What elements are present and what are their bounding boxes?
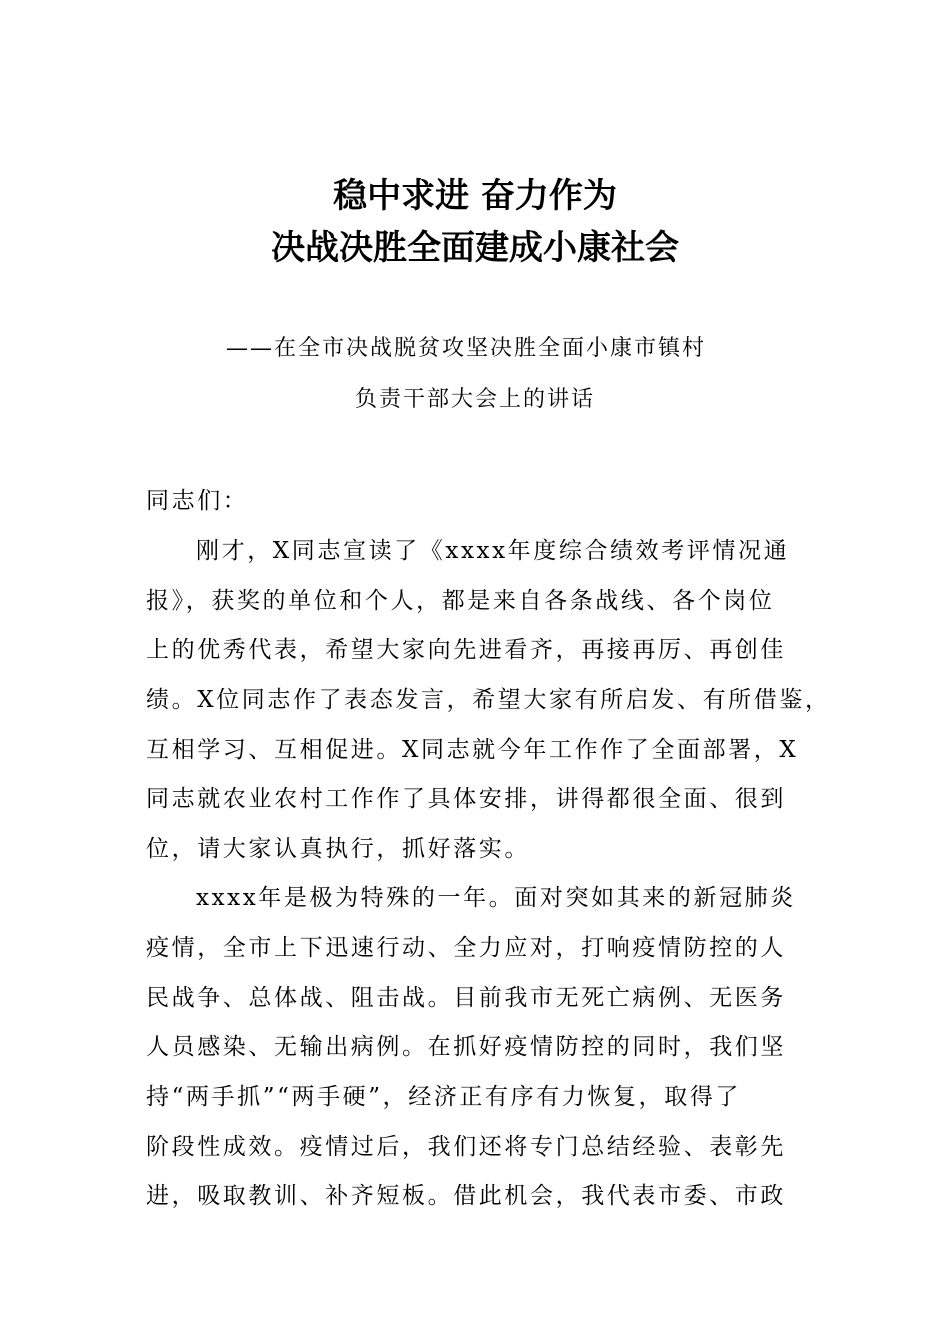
paragraph-1-line: 位，请大家认真执行，抓好落实。 [146,836,530,862]
paragraph-1-line: 绩。X位同志作了表态发言，希望大家有所启发、有所借鉴， [146,687,831,713]
paragraph-2-line: xxxx年是极为特殊的一年。面对突如其来的新冠肺炎 [196,885,796,911]
paragraph-2-line: 民战争、总体战、阻击战。目前我市无死亡病例、无医务 [146,985,786,1011]
paragraph-1-line: 互相学习、互相促进。X同志就今年工作作了全面部署，X [146,737,799,763]
paragraph-2-line: 人员感染、无输出病例。在抓好疫情防控的同时，我们坚 [146,1034,786,1060]
subtitle-line-2: 负责干部大会上的讲话 [354,387,595,412]
paragraph-2-line: 阶段性成效。疫情过后，我们还将专门总结经验、表彰先 [146,1134,786,1160]
paragraph-1-line: 上的优秀代表，希望大家向先进看齐，再接再厉、再创佳 [146,637,786,663]
subtitle-line-1: ——在全市决战脱贫攻坚决胜全面小康市镇村 [226,336,707,361]
paragraph-2-line: 持“两手抓”“两手硬”，经济正有序有力恢复，取得了 [146,1084,742,1110]
paragraph-1-line: 同志就农业农村工作作了具体安排，讲得都很全面、很到 [146,786,786,812]
salutation: 同志们： [146,488,249,514]
paragraph-2-line: 疫情，全市上下迅速行动、全力应对，打响疫情防控的人 [146,935,786,961]
paragraph-2-line: 进，吸取教训、补齐短板。借此机会，我代表市委、市政 [146,1183,786,1209]
paragraph-1-line: 报》，获奖的单位和个人，都是来自各条战线、各个岗位 [146,588,775,614]
paragraph-1-line: 刚才，X同志宣读了《xxxx年度综合绩效考评情况通 [196,538,790,564]
title-line-2: 决战决胜全面建成小康社会 [271,228,679,268]
title-line-1: 稳中求进 奋力作为 [333,176,617,216]
